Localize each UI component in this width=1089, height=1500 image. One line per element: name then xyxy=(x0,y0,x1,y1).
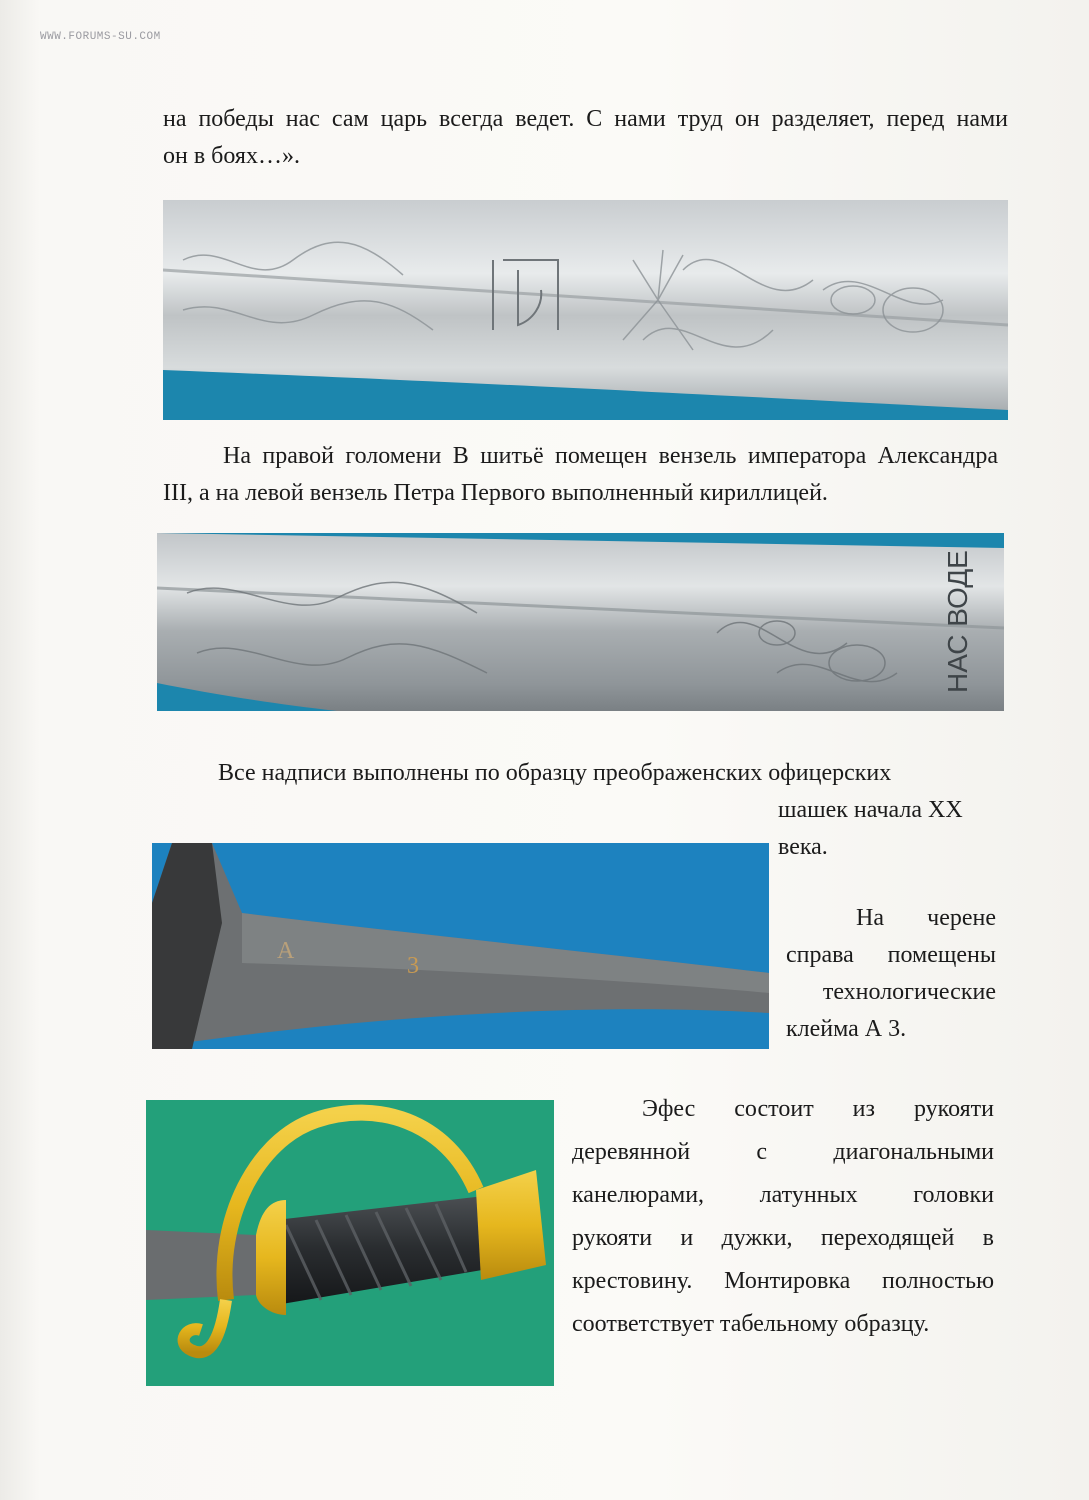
text-line: III, а на левой вензель Петра Первого выполненный кириллицей. xyxy=(163,480,828,506)
text-line: клейма А 3. xyxy=(786,1016,907,1042)
text-line: На правой голомени В шитьё помещен вензель императора Александра xyxy=(223,443,998,469)
text-line: справа помещены xyxy=(786,942,996,968)
text-line: крестовину. Монтировка полностью xyxy=(572,1268,994,1294)
paragraph-stamps xyxy=(786,900,996,1048)
text-line: на победы нас сам царь всегда ведет. С нами труд он разделяет, перед нами xyxy=(163,106,1008,132)
paragraph-intro-quote xyxy=(163,101,1008,175)
text-line: соответствует табельному образцу. xyxy=(572,1311,930,1337)
text-line: деревянной с диагональными xyxy=(572,1139,994,1165)
grip-photo-stamps xyxy=(152,843,769,1049)
text-line: На черене xyxy=(856,905,996,931)
text-line: он в боях…». xyxy=(163,143,300,169)
stamp-letter: А xyxy=(277,938,295,964)
text-line: Все надписи выполнены по образцу преображенских офицерских xyxy=(218,760,892,786)
blade-photo-right-side xyxy=(163,200,1008,420)
blade-photo-left-side xyxy=(157,533,1004,711)
watermark: WWW.FORUMS-SU.COM xyxy=(40,31,161,43)
paragraph-hilt xyxy=(572,1088,994,1346)
paragraph-monograms xyxy=(163,438,998,512)
text-line: технологические xyxy=(822,979,996,1005)
stamp-digit: 3 xyxy=(407,953,419,979)
text-line: канелюрами, латунных головки xyxy=(572,1182,994,1208)
blade-inscription: НАС ВОДЕ xyxy=(942,550,973,693)
hilt-photo xyxy=(146,1100,554,1386)
text-line: Эфес состоит из рукояти xyxy=(642,1096,994,1122)
text-line: рукояти и дужки, переходящей в xyxy=(572,1225,994,1251)
text-line: века. xyxy=(778,834,828,860)
text-line: шашек начала XX xyxy=(778,797,963,823)
